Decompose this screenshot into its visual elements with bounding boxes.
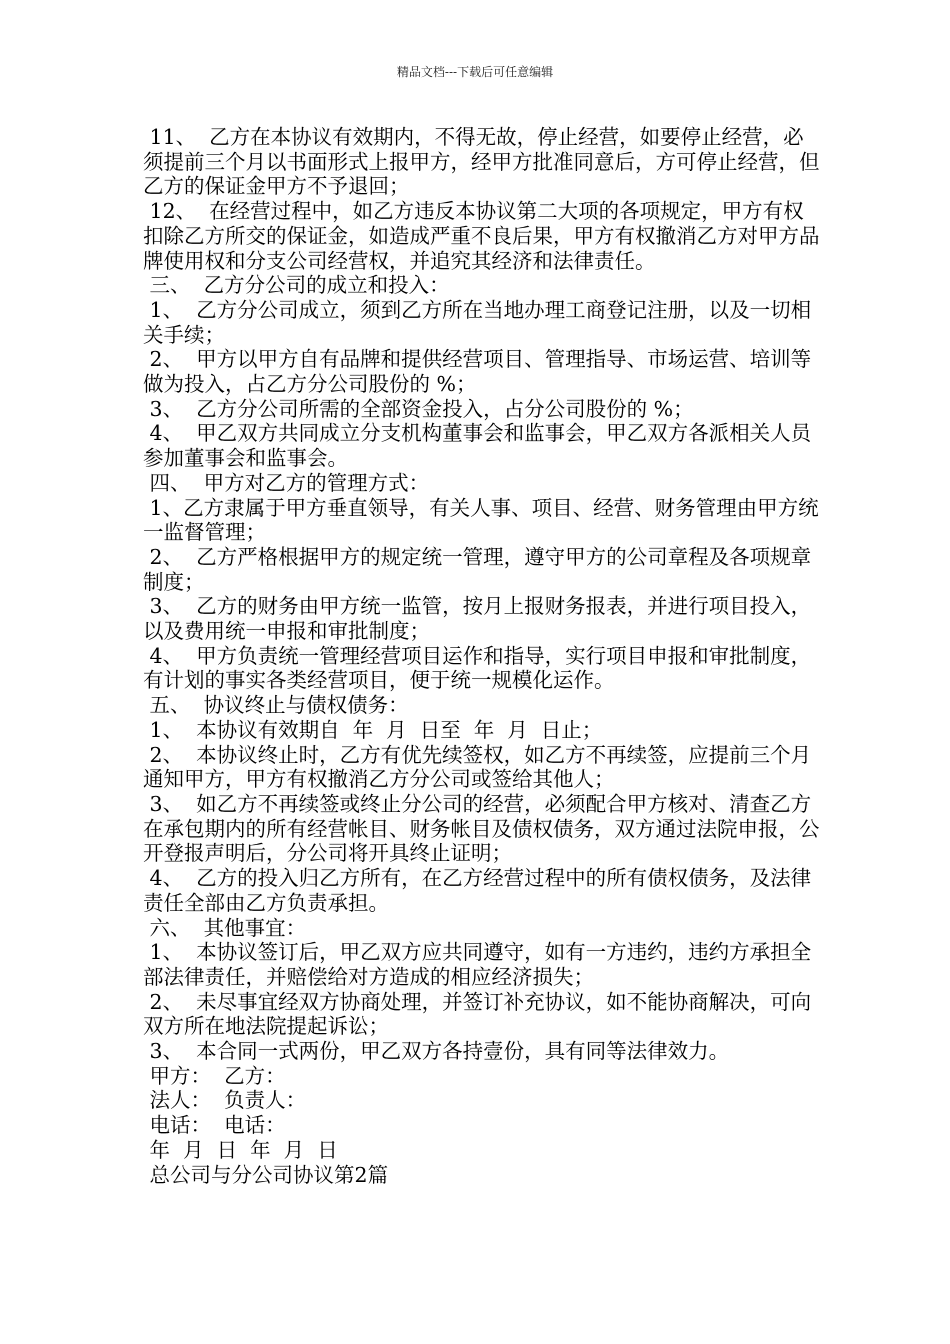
- section-5-item-2: 2、 本协议终止时，乙方有优先续签权，如乙方不再续签，应提前三个月通知甲方，甲方有权撤消乙方分公司或签给其他人；: [143, 742, 812, 792]
- section-6-item-2: 2、 未尽事宜经双方协商处理，并签订补充协议，如不能协商解决，可向双方所在地法院提起诉讼；: [143, 989, 812, 1039]
- section-4-item-2: 2、 乙方严格根据甲方的规定统一管理，遵守甲方的公司章程及各项规章制度；: [143, 544, 812, 594]
- section-5-item-4: 4、 乙方的投入归乙方所有，在乙方经营过程中的所有债权债务，及法律责任全部由乙方负责承担。: [143, 866, 812, 915]
- page-header: 精品文档---下载后可任意编辑: [396, 65, 554, 79]
- section-heading-6: 六、 其他事宜：: [143, 915, 307, 940]
- section-3-item-3: 3、 乙方分公司所需的全部资金投入，占分公司股份的 %；: [143, 396, 694, 421]
- section-5-item-1: 1、 本协议有效期自 年 月 日至 年 月 日止；: [143, 717, 603, 742]
- section-5-item-3: 3、 如乙方不再续签或终止分公司的经营，必须配合甲方核对、清查乙方在承包期内的所有经营帐目、财务帐目及债权债务，双方通过法院申报，公开登报声明后，分公司将开具终止证明；: [143, 791, 820, 866]
- section-heading-5: 五、 协议终止与债权债务：: [143, 693, 409, 718]
- section-4-item-1: 1、乙方隶属于甲方垂直领导，有关人事、项目、经营、财务管理由甲方统一监督管理；: [143, 495, 819, 545]
- section-heading-4: 四、 甲方对乙方的管理方式：: [143, 470, 430, 495]
- document-body: [143, 125, 823, 1187]
- signature-phones: 电话： 电话：: [143, 1113, 286, 1138]
- section-4-item-4: 4、 甲方负责统一管理经营项目运作和指导，实行项目申报和审批制度，有计划的事实各类经营项目，便于统一规模化运作。: [143, 643, 812, 693]
- section-3-item-1: 1、 乙方分公司成立，须到乙方所在当地办理工商登记注册，以及一切相关手续；: [143, 297, 812, 347]
- signature-legal-persons: 法人： 负责人：: [143, 1088, 307, 1113]
- clause-12: 12、 在经营过程中，如乙方违反本协议第二大项的各项规定，甲方有权扣除乙方所交的保证金，如造成严重不良后果，甲方有权撤消乙方对甲方品牌使用权和分支公司经营权，并追究其经济和法律责任。: [143, 199, 820, 273]
- clause-11: 11、 乙方在本协议有效期内，不得无故，停止经营，如要停止经营，必须提前三个月以书面形式上报甲方，经甲方批准同意后，方可停止经营，但乙方的保证金甲方不予退回；: [143, 125, 820, 199]
- section-6-item-3: 3、 本合同一式两份，甲乙双方各持壹份，具有同等法律效力。: [143, 1039, 730, 1064]
- signature-dates: 年 月 日 年 月 日: [143, 1137, 338, 1162]
- next-article-title: 总公司与分公司协议第2篇: [143, 1162, 389, 1187]
- section-4-item-3: 3、 乙方的财务由甲方统一监管，按月上报财务报表，并进行项目投入，以及费用统一申报和审批制度；: [143, 594, 812, 644]
- section-3-item-4: 4、 甲乙双方共同成立分支机构董事会和监事会，甲乙双方各派相关人员参加董事会和监事会。: [143, 421, 812, 471]
- section-3-item-2: 2、 甲方以甲方自有品牌和提供经营项目、管理指导、市场运营、培训等做为投入，占乙方分公司股份的 %；: [143, 347, 812, 397]
- signature-parties: 甲方： 乙方：: [143, 1063, 286, 1088]
- section-6-item-1: 1、 本协议签订后，甲乙双方应共同遵守，如有一方违约，违约方承担全部法律责任，并赔偿给对方造成的相应经济损失；: [143, 940, 812, 989]
- section-heading-3: 三、 乙方分公司的成立和投入：: [143, 273, 450, 298]
